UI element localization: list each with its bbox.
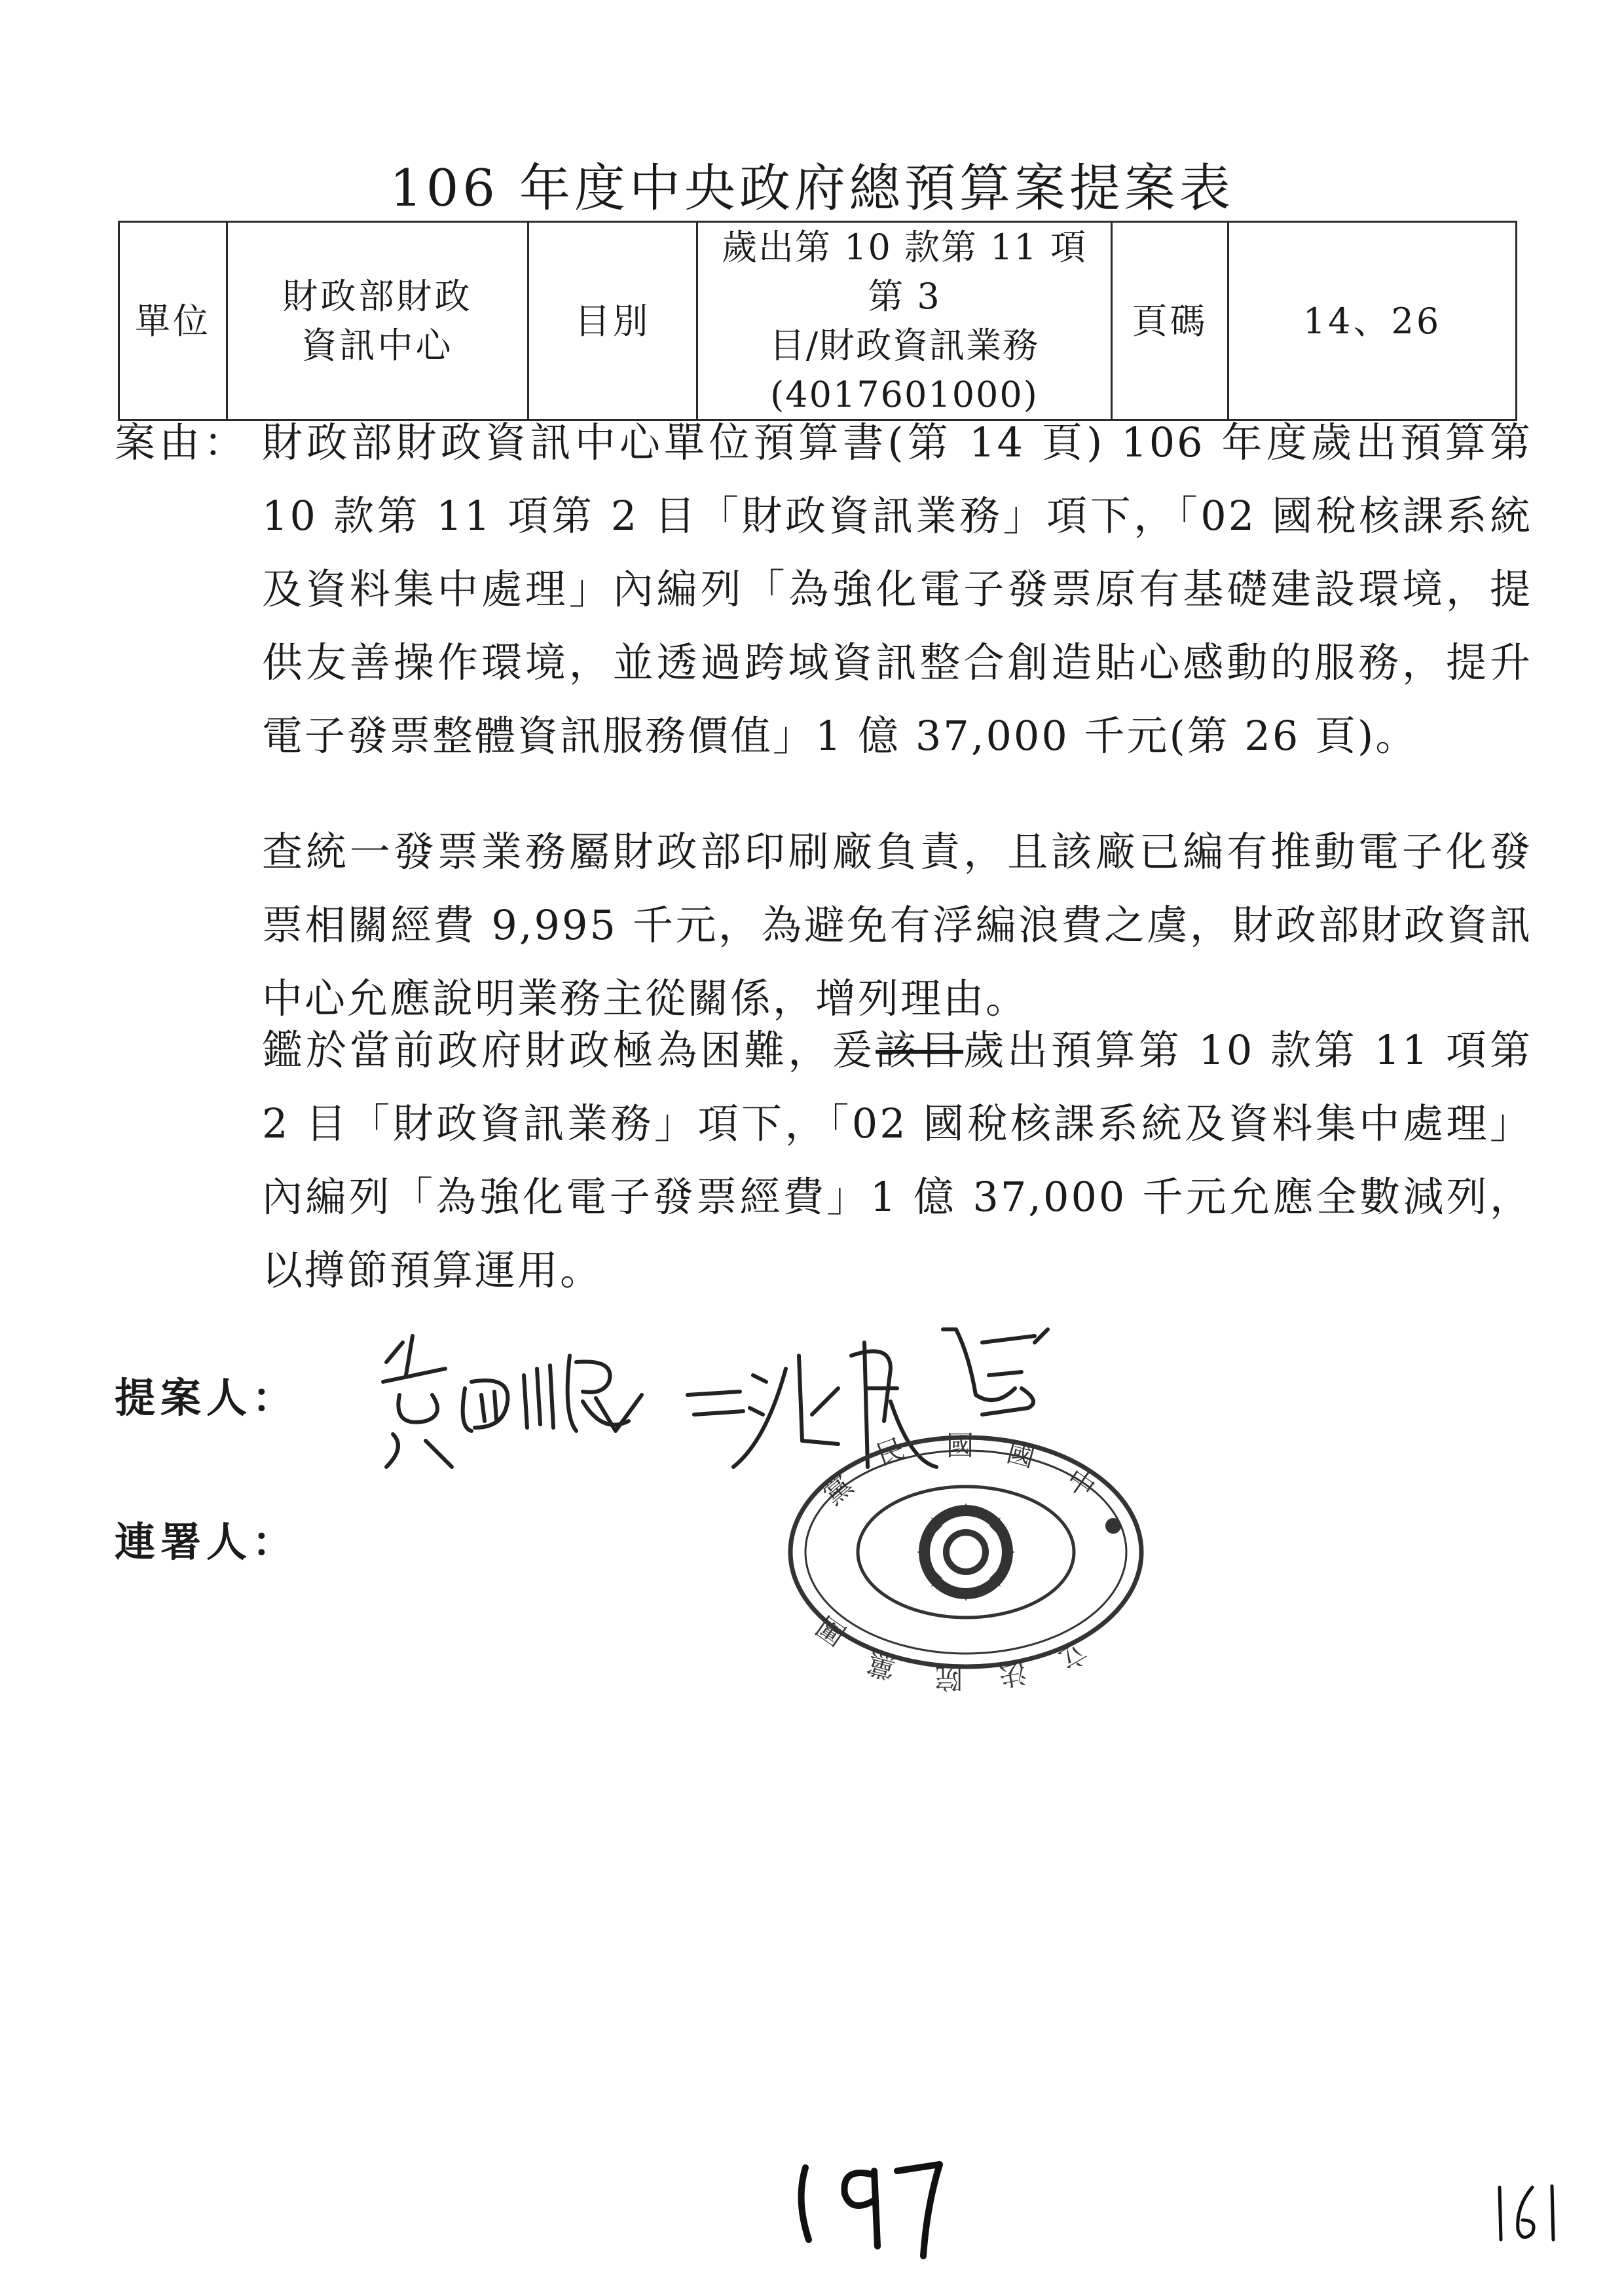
case-label: 案由： [115,418,249,466]
cosigner-label: 連署人： [115,1518,299,1566]
unit-value-text: 財政部財政資訊中心 [282,276,473,366]
official-seal [783,1428,1149,1694]
seal-char-5: 中 [1060,1462,1101,1505]
seal-char-3: 國 [946,1430,974,1462]
case-paragraph-2: 查統一發票業務屬財政部印刷廠負責，且該廠已編有推動電子化發票相關經費 9,995 千元，為避免有浮編浪費之虞，財政部財政資訊中心允應說明業務主從關係，增列理由。 [262,828,1532,1022]
seal-char-2: 民 [872,1432,909,1472]
item-value-line3: (4017601000) [770,374,1039,415]
page-value: 14、26 [1228,222,1517,420]
proposer-label: 提案人： [115,1374,299,1422]
handwritten-page-number [786,2141,956,2272]
unit-label: 單位 [119,222,227,420]
seal-char-8: 院 [934,1662,963,1694]
item-value-line1: 歲出第 10 款第 11 項第 3 [721,227,1088,317]
case-paragraph-3-before: 鑑於當前政府財政極為困難，爰 [262,1026,876,1074]
item-value-line2: 目/財政資訊業務 [769,325,1040,366]
header-table [118,221,1517,421]
seal-char-9: 黨 [864,1646,899,1685]
seal-char-10: 團 [811,1609,852,1652]
handwritten-page-number-secondary [1486,2174,1572,2253]
case-paragraph-3-after: 歲出預算第 10 款第 11 項第 2 目「財政資訊業務」項下，「02 國稅核課系統及資料集中處理」內編列「為強化電子發票經費」1 億 37,000 千元允應全數減列，以撙節預算運用。 [262,1026,1532,1294]
case-paragraph-1: 財政部財政資訊中心單位預算書(第 14 頁) 106 年度歲出預算第 10 款第 11 項第 2 目「財政資訊業務」項下，「02 國稅核課系統及資料集中處理」內編列「為強化電子發票原有基礎建設環境，提供友善操作環境，並透過跨域資訊整合創造貼心感動的服務，提升電子發票整體資訊服務價值」1 億 37,000 千元(第 26 頁)。 [262,418,1532,760]
case-paragraph-3 [262,1014,1532,1307]
page-label: 頁碼 [1112,222,1228,420]
seal-char-7: 法 [996,1656,1029,1692]
seal-char-6: 立 [1053,1635,1094,1676]
item-label: 目別 [528,222,697,420]
seal-char-4: 國 [1003,1435,1039,1474]
seal-char-1: 黨 [817,1469,859,1511]
unit-value [227,222,528,420]
case-paragraph-3-struck: 該目 [876,1026,964,1074]
item-value [697,222,1112,420]
document-title: 106 年度中央政府總預算案提案表 [390,159,1234,218]
